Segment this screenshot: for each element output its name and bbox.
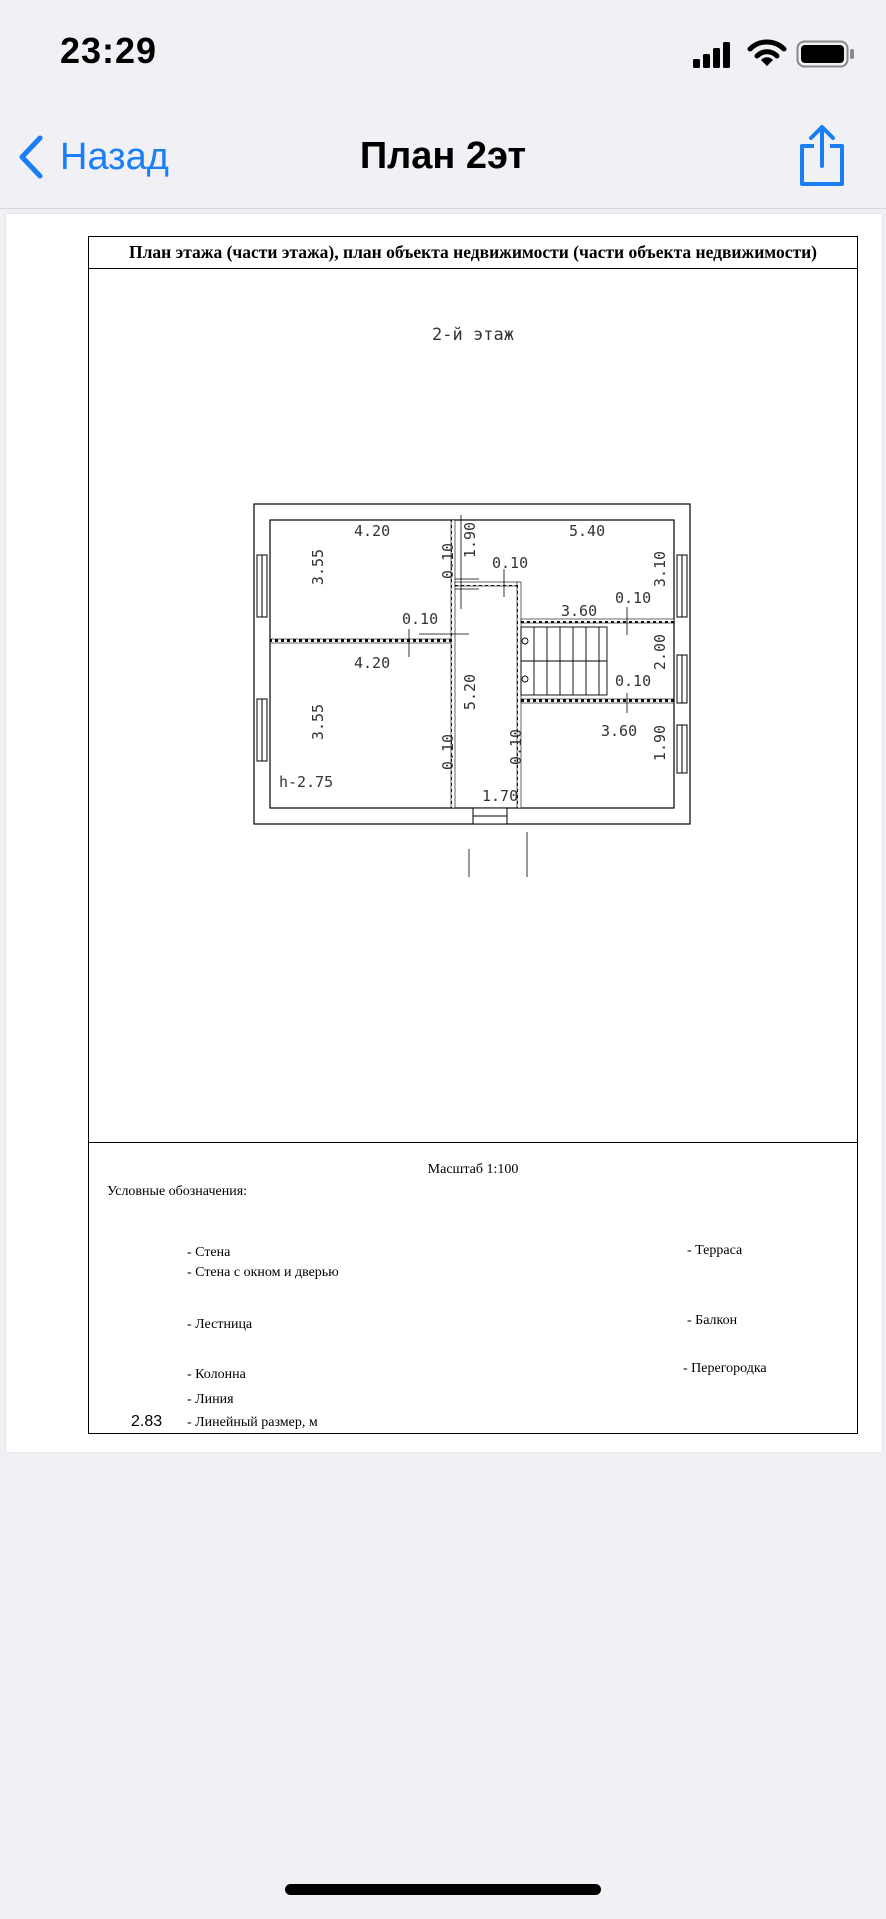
document-frame: [88, 236, 858, 1434]
legend-balcony: - Балкон: [687, 1313, 738, 1328]
back-label: Назад: [60, 135, 169, 178]
scale-label: Масштаб 1:100: [427, 1162, 519, 1177]
dim-corridor-top-height: 1.90: [461, 521, 479, 559]
dim-partition-3: 0.10: [615, 589, 652, 607]
dim-partition-7: 0.10: [507, 728, 525, 766]
status-bar: [0, 0, 886, 110]
battery-icon: [796, 40, 856, 68]
inner-wall: [270, 520, 674, 808]
legend-divider: [89, 1142, 857, 1143]
legend-title: Условные обозначения:: [107, 1184, 248, 1199]
dim-mid-left-width: 4.20: [354, 654, 391, 672]
legend-terrace: - Терраса: [687, 1243, 743, 1258]
dim-corridor-height: 5.20: [461, 673, 479, 711]
staircase: [521, 627, 607, 695]
home-indicator[interactable]: [285, 1884, 601, 1895]
document-header: План этажа (части этажа), план объекта недвижимости (части объекта недвижимости): [89, 237, 857, 269]
dim-right-upper-height: 3.10: [651, 550, 669, 588]
legend-wall: - Стена: [187, 1245, 231, 1260]
status-time: 23:29: [60, 30, 158, 71]
document-page: [6, 214, 882, 1452]
share-icon[interactable]: [796, 124, 848, 188]
dim-lower-right-width: 3.60: [601, 722, 638, 740]
legend-column: - Колонна: [187, 1367, 246, 1382]
dim-right-lower-height: 1.90: [651, 724, 669, 762]
legend-line: - Линия: [187, 1392, 234, 1407]
dim-partition-1: 0.10: [402, 610, 439, 628]
wifi-icon: [747, 38, 787, 68]
floor-plan: [89, 237, 857, 1142]
dim-left-upper-height: 3.55: [309, 548, 327, 586]
dim-top-right-width: 5.40: [569, 522, 606, 540]
partitions: [270, 520, 674, 808]
dim-right-mid-height: 2.00: [651, 633, 669, 671]
ceiling-height: h-2.75: [279, 773, 334, 791]
cellular-signal-icon: [693, 42, 733, 68]
dim-stair-width: 3.60: [561, 602, 598, 620]
legend-dimension-sample: 2.83: [131, 1413, 163, 1430]
legend-stairs: - Лестница: [187, 1317, 253, 1332]
dim-left-lower-height: 3.55: [309, 703, 327, 741]
legend-partition: - Перегородка: [683, 1361, 767, 1376]
dim-partition-4: 0.10: [615, 672, 652, 690]
page-title: План 2эт: [359, 135, 527, 177]
dim-hall-bottom-width: 1.70: [482, 787, 519, 805]
dim-partition-2: 0.10: [492, 554, 529, 572]
dim-top-left-width: 4.20: [354, 522, 391, 540]
legend-wall-window-door: - Стена с окном и дверью: [187, 1265, 339, 1280]
legend-linear-size: - Линейный размер, м: [187, 1415, 318, 1430]
dim-partition-5: 0.10: [439, 542, 457, 580]
dim-partition-6: 0.10: [439, 733, 457, 771]
dimension-labels: [279, 522, 669, 805]
navigation-bar: [0, 110, 886, 209]
floor-label: 2-й этаж: [432, 325, 514, 345]
